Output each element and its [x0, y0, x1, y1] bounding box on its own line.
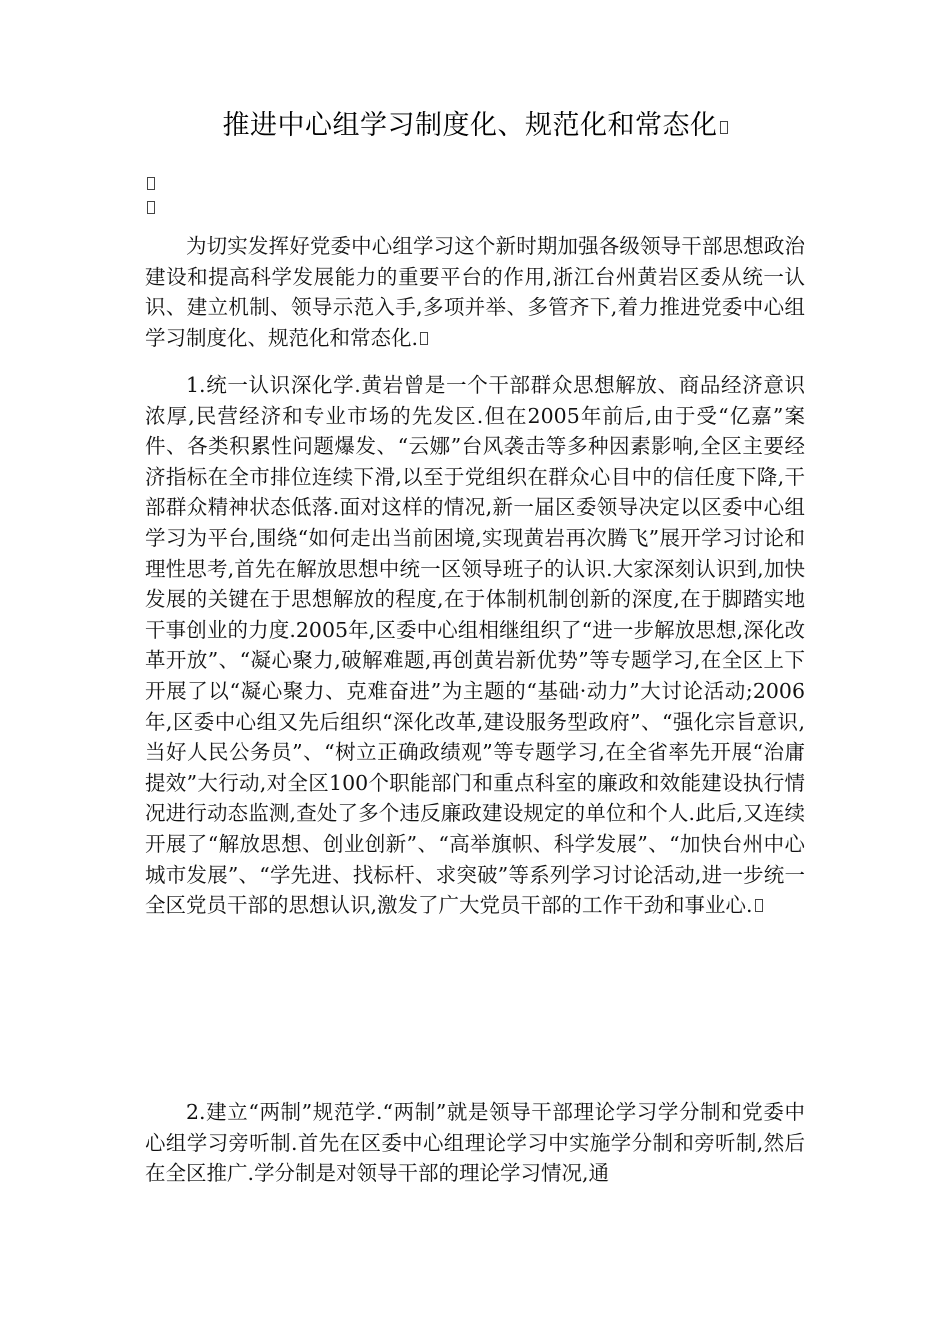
document-title-line [0, 103, 950, 142]
paragraph-text: 2.建立“两制”规范学.“两制”就是领导干部理论学习学分制和党委中心组学习旁听制.首先在区委中心组理论学习中实施学分制和旁听制,然后在全区推广.学分制是对领导干部的理论学习情况,通 [145, 1100, 805, 1186]
paragraph-mark-icon [420, 332, 428, 345]
paragraph-mark-icon [755, 899, 763, 912]
paragraph-text: 为切实发挥好党委中心组学习这个新时期加强各级领导干部思想政治建设和提高科学发展能力的重要平台的作用,浙江台州黄岩区委从统一认识、建立机制、领导示范入手,多项并举、多管齐下,着力推进党委中心组学习制度化、规范化和常态化. [145, 234, 805, 350]
body-paragraph-section-1 [145, 370, 805, 921]
body-paragraph-intro [145, 231, 805, 353]
empty-line-mark-icon [147, 201, 155, 214]
paragraph-mark-icon [720, 121, 728, 134]
empty-line-mark-icon [147, 177, 155, 190]
document-title: 推进中心组学习制度化、规范化和常态化 [222, 110, 718, 141]
body-paragraph-section-2 [145, 1097, 805, 1189]
paragraph-text: 1.统一认识深化学.黄岩曾是一个干部群众思想解放、商品经济意识浓厚,民营经济和专业市场的先发区.但在2005年前后,由于受“亿嘉”案件、各类积累性问题爆发、“云娜”台风袭击等多种因素影响,全区主要经济指标在全市排位连续下滑,以至于党组织在群众心目中的信任度下降,干部群众精神状态低落.面对这样的情况,新一届区委领导决定以区委中心组学习为平台,围绕“如何走出当前困境,实现黄岩再次腾飞”展开学习讨论和理性思考,首先在解放思想中统一区领导班子的认识.大家深刻认识到,加快发展的关键在于思想解放的程度,在于体制机制创新的深度,在于脚踏实地干事创业的力度.2005年,区委中心组相继组织了“进一步解放思想,深化改革开放”、“凝心聚力,破解难题,再创黄岩新优势”等专题学习,在全区上下开展了以“凝心聚力、克难奋进”为主题的“基础·动力”大讨论活动;2006年,区委中心组又先后组织“深化改革,建设服务型政府”、“强化宗旨意识,当好人民公务员”、“树立正确政绩观”等专题学习,在全省率先开展“治庸提效”大行动,对全区100个职能部门和重点科室的廉政和效能建设执行情况进行动态监测,查处了多个违反廉政建设规定的单位和个人.此后,又连续开展了“解放思想、创业创新”、“高举旗帜、科学发展”、“加快台州中心城市发展”、“学先进、找标杆、求突破”等系列学习讨论活动,进一步统一全区党员干部的思想认识,激发了广大党员干部的工作干劲和事业心. [145, 373, 805, 918]
